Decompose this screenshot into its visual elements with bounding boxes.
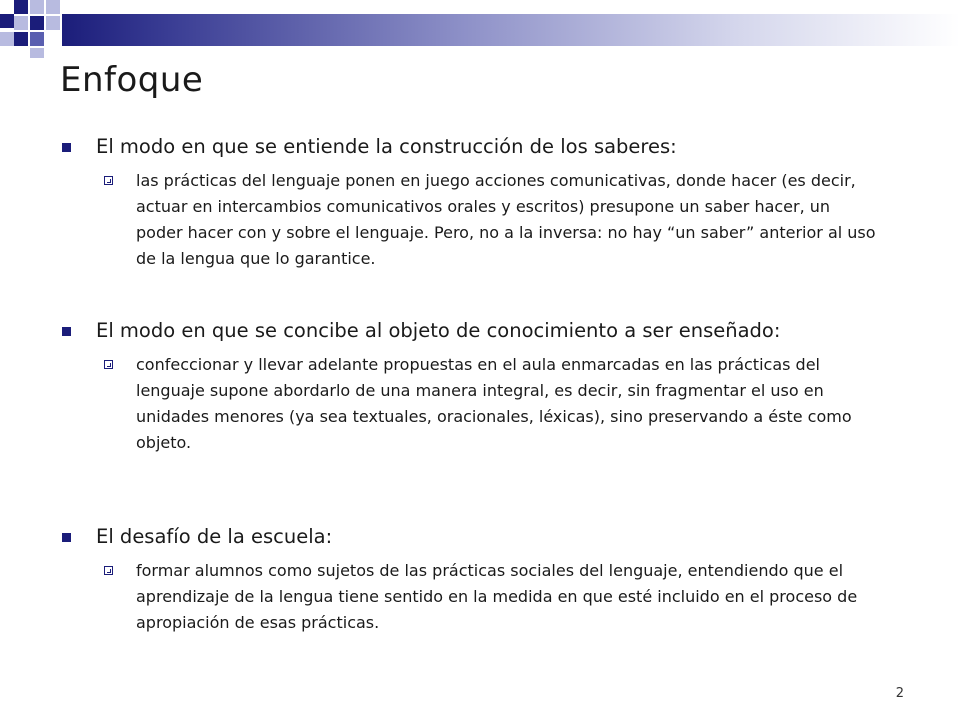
bullet-heading: El desafío de la escuela: — [96, 525, 333, 548]
hollow-square-icon — [104, 360, 113, 369]
bullet-subtext: las prácticas del lenguaje ponen en juego acciones comunicativas, donde hacer (es decir, actuar en intercambios comunicativos orales y escritos) presupone un saber hacer, un poder hacer con y sobre el lenguaje. Pero, no a la inversa: no hay “un saber” anterior al uso de la lengua que lo garantice. — [136, 171, 876, 268]
decorative-square-icon — [14, 0, 28, 14]
bullet-level1 — [62, 318, 922, 344]
decorative-square-icon — [0, 14, 14, 28]
bullet-level2 — [104, 558, 876, 636]
bullet-heading: El modo en que se concibe al objeto de conocimiento a ser enseñado: — [96, 319, 781, 342]
filled-square-icon — [62, 327, 71, 336]
bullet-group-3 — [62, 524, 922, 636]
decorative-square-icon — [30, 48, 44, 58]
bullet-heading: El modo en que se entiende la construcción de los saberes: — [96, 135, 677, 158]
decorative-square-icon — [30, 0, 44, 14]
bullet-level2 — [104, 168, 876, 272]
bullet-level1 — [62, 524, 922, 550]
decorative-square-icon — [0, 32, 14, 46]
filled-square-icon — [62, 143, 71, 152]
decorative-square-icon — [46, 16, 60, 30]
slide-title: Enfoque — [60, 60, 204, 100]
hollow-square-icon — [104, 566, 113, 575]
hollow-square-icon — [104, 176, 113, 185]
bullet-group-1 — [62, 134, 922, 272]
bullet-subtext: formar alumnos como sujetos de las prácticas sociales del lenguaje, entendiendo que el aprendizaje de la lengua tiene sentido en la medida en que esté incluido en el proceso de apropiación de esas prácticas. — [136, 561, 858, 632]
bullet-level1 — [62, 134, 922, 160]
decorative-square-icon — [30, 16, 44, 30]
decorative-square-icon — [14, 16, 28, 30]
bullet-subtext: confeccionar y llevar adelante propuestas en el aula enmarcadas en las prácticas del lenguaje supone abordarlo de una manera integral, es decir, sin fragmentar el uso en unidades menores (ya sea textuales, oracionales, léxicas), sino preservando a éste como objeto. — [136, 355, 852, 452]
bullet-level2 — [104, 352, 876, 456]
page-number: 2 — [895, 686, 904, 701]
decorative-square-icon — [30, 32, 44, 46]
decorative-square-icon — [14, 32, 28, 46]
header-gradient-bar — [62, 14, 960, 46]
decorative-square-icon — [46, 0, 60, 14]
bullet-group-2 — [62, 318, 922, 456]
filled-square-icon — [62, 533, 71, 542]
